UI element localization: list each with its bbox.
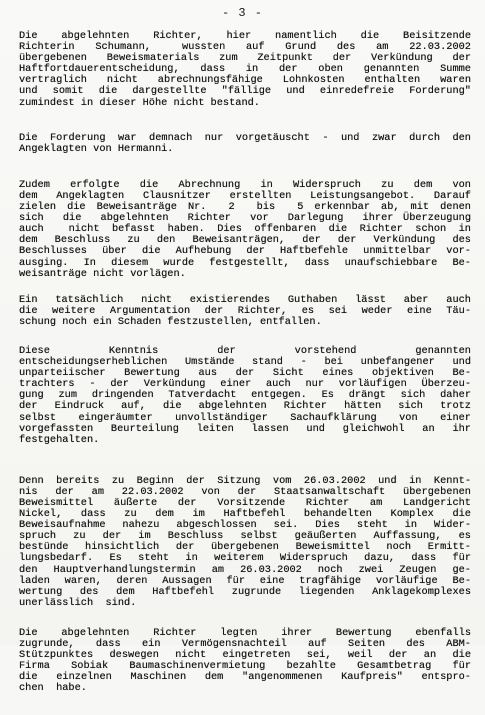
text-line: Angeklagten von Hermanni. (19, 142, 174, 155)
text-line: trachters - der Verkündung einer auch nur vorläufigen Überzeu- (19, 378, 471, 391)
text-line: Stützpunktes deswegen nicht eingetreten sei, weil der an die (19, 649, 471, 662)
text-line: gung zum dringenden Tatverdacht entgegen. Es drängt sich daher (19, 389, 471, 402)
text-line: Die abgelehnten Richter, hier namentlich die Beisitzende (19, 30, 471, 42)
text-line: und somit die dargestellte "fällige und einredefreie Forderung" (19, 85, 471, 98)
text-line: Richterin Schumann, wussten auf Grund des am 22.03.2002 (19, 41, 471, 54)
text-line: nis der am 22.03.2002 von der Staatsanwaltschaft übergebenen (19, 485, 471, 498)
text-line: vertraglich nicht abrechnungsfähige Lohnkosten enthalten waren (19, 74, 471, 87)
text-line: der Eindruck auf, die abgelehnten Richter hätten sich trotz (19, 400, 471, 413)
text-line: Die abgelehnten Richter legten ihrer Bewertung ebenfalls (19, 626, 471, 639)
paragraph-6 (19, 476, 471, 609)
text-line: Ein tatsächlich nicht existierendes Guthaben lässt aber auch (19, 293, 471, 306)
paragraph-2 (19, 133, 471, 155)
text-line: festgehalten. (19, 433, 100, 446)
text-line: Haftfortdauerentscheidung, dass in der oben genannten Summe (19, 63, 471, 76)
text-line: bestünde hinsichtlich der übergebenen Beweismittel noch Ermitt- (19, 541, 471, 554)
paragraph-4 (19, 295, 471, 328)
text-line: schung noch ein Schaden festzustellen, entfallen. (19, 315, 322, 328)
text-line: chen habe. (19, 682, 87, 695)
text-line: zugrunde, dass ein Vermögensnachteil auf Seiten des ABM- (19, 638, 471, 651)
text-line: dem Beschluss zu den Beweisanträgen, der der Verkündung des (19, 234, 471, 247)
text-line: laden waren, deren Aussagen für eine tragfähige vorläufige Be- (19, 574, 471, 587)
text-line: sich die abgelehnten Richter vor Darlegung ihrer Überzeugung (19, 212, 471, 225)
paragraph-7 (19, 628, 471, 695)
text-line: ausging. In diesem wurde festgestellt, dass unaufschiebbare Be- (19, 256, 471, 269)
text-line: zumindest in dieser Höhe nicht bestand. (19, 96, 260, 109)
text-line: die weitere Argumentation der Richter, es sei weder eine Täu- (19, 304, 471, 317)
text-line: übergebenen Beweismaterials zum Zeitpunkt der Verkündung der (19, 52, 471, 65)
text-line: lungsbedarf. Es steht in weiterem Widerspruch dazu, dass für (19, 552, 471, 565)
text-line: Die Forderung war demnach nur vorgetäuscht - und zwar durch den (19, 131, 471, 144)
paragraph-3 (19, 180, 471, 280)
text-line: weisanträge nicht vorlägen. (19, 267, 186, 280)
text-line: zielen die Beweisanträge Nr. 2 bis 5 erkennbar ab, mit denen (19, 201, 471, 214)
text-line: dem Angeklagten Clausnitzer erstellten Leistungsangebot. Darauf (19, 189, 471, 202)
text-line: selbst eingeräumter unvollständiger Sachaufklärung von einer (19, 411, 471, 424)
text-line: unparteiischer Bewertung aus der Sicht eines objektiven Be- (19, 367, 471, 380)
text-line: auch nicht befasst haben. Dies offenbaren die Richter schon in (19, 223, 471, 236)
text-line: Diese Kenntnis der vorstehend genannten (19, 344, 471, 357)
text-line: entscheidungserheblichen Umstände stand - bei unbefangener und (19, 356, 471, 369)
text-line: die einzelnen Maschinen dem "angenommenen Kaufpreis" entspro- (19, 671, 471, 684)
text-line: unerlässlich sind. (19, 596, 137, 609)
page-number: - 3 - (221, 6, 263, 20)
text-line: spruch zu der im Beschluss selbst geäußerten Auffassung, es (19, 530, 471, 543)
text-line: vorgefassten Beurteilung leiten lassen und gleichwohl an ihr (19, 422, 471, 435)
paragraph-1 (19, 31, 471, 109)
text-line: wertung des dem Haftbefehl zugrunde liegenden Anklagekomplexes (19, 585, 471, 598)
document-body (19, 31, 471, 715)
text-line: Zudem erfolgte die Abrechnung in Widerspruch zu dem von (19, 178, 471, 191)
paragraph-5 (19, 346, 471, 446)
text-line: Firma Sobiak Baumaschinenvermietung bezahlte Gesamtbetrag für (19, 660, 471, 673)
text-line: Denn bereits zu Beginn der Sitzung vom 26.03.2002 und in Kennt- (19, 474, 471, 487)
text-line: den Hauptverhandlungstermin am 26.03.2002 noch zwei Zeugen ge- (19, 563, 471, 576)
text-line: Beweismittel äußerte der Vorsitzende Richter am Landgericht (19, 497, 471, 509)
text-line: Nickel, dass zu dem im Haftbefehl behandelten Komplex die (19, 508, 471, 521)
text-line: Beweisaufnahme nahezu abgeschlossen sei. Dies steht in Wider- (19, 519, 471, 532)
text-line: Beschlusses über die Aufhebung der Haftbefehle unmittelbar vor- (19, 245, 471, 258)
